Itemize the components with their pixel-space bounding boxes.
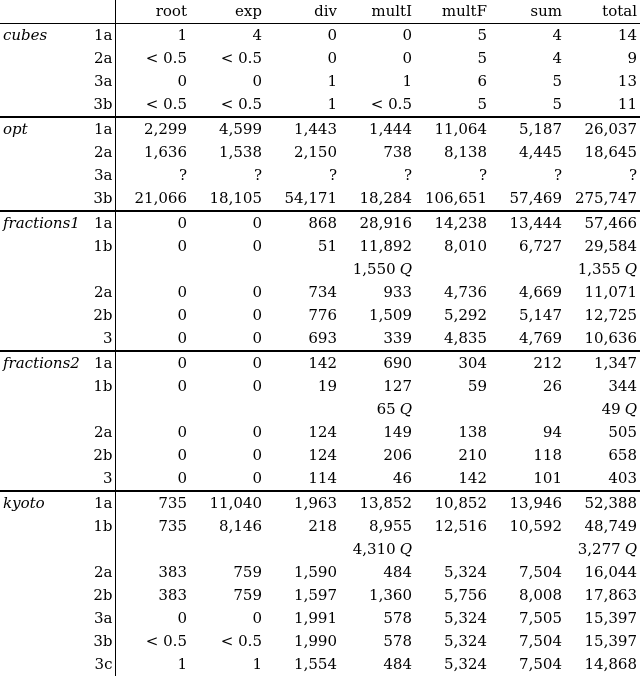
cell-total: 29,584 [584, 237, 637, 255]
table-row [0, 304, 640, 327]
cell-root: 0 [177, 283, 187, 301]
cell-exp: < 0.5 [220, 632, 262, 650]
cell-root: 1 [177, 655, 187, 673]
cell-total: 11,071 [584, 283, 637, 301]
cell-exp: < 0.5 [220, 95, 262, 113]
cell-multI: 1,444 [340, 117, 415, 141]
cell-multI: 933 [383, 283, 412, 301]
cell-total: 505 [608, 423, 637, 441]
cell-total: 17,863 [584, 586, 637, 604]
cell-div: 0 [327, 26, 337, 44]
cell-total: 10,636 [584, 329, 637, 347]
cell-exp: 0 [252, 609, 262, 627]
row-label: 1a [88, 24, 115, 48]
group-name: cubes [3, 26, 48, 44]
cell-sum: 5 [552, 72, 562, 90]
cell-exp: ? [253, 166, 262, 184]
cell-div: 776 [308, 306, 337, 324]
row-label: 1a [88, 211, 115, 235]
table-row [0, 444, 640, 467]
cell-root: 0 [177, 377, 187, 395]
cell-multF: 5,324 [444, 655, 487, 673]
cell-multF: 8,138 [444, 143, 487, 161]
cell-root: 21,066 [134, 189, 187, 207]
cell-root: 0 [115, 211, 190, 235]
cell-exp: 0 [252, 469, 262, 487]
cell-div: 1,963 [265, 491, 340, 515]
row-label: 3b [88, 630, 115, 653]
cell-div: 693 [308, 329, 337, 347]
cell-total: 14,868 [584, 655, 637, 673]
cell-sum: 10,592 [509, 517, 562, 535]
cell-root: 735 [115, 491, 190, 515]
cell-multF: 304 [415, 351, 490, 375]
cell-multF: 10,852 [415, 491, 490, 515]
cell-sum: 5 [552, 95, 562, 113]
cell-exp: 0 [252, 306, 262, 324]
cell-multI: 18,284 [359, 189, 412, 207]
cell-sum: ? [553, 166, 562, 184]
cell-exp: 8,146 [219, 517, 262, 535]
cell-div: 0 [327, 49, 337, 67]
cell-multF: 5 [477, 26, 487, 44]
corner-cell [0, 0, 88, 24]
cell-total: 9 [627, 49, 637, 67]
q-cell-div: 4,310 Q [352, 540, 412, 558]
table-row [0, 653, 640, 676]
cell-sum: 57,469 [509, 189, 562, 207]
table-row [0, 164, 640, 187]
cell-total: 57,466 [565, 211, 640, 235]
cell-multF: 5,324 [444, 632, 487, 650]
q-symbol: Q [399, 260, 412, 278]
cell-div: 2,150 [294, 143, 337, 161]
cell-div: 1,991 [294, 609, 337, 627]
cell-multI: 1,509 [369, 306, 412, 324]
table-row [0, 117, 640, 141]
row-label: 3c [88, 653, 115, 676]
cell-exp: 0 [190, 351, 265, 375]
cell-exp: 759 [233, 586, 262, 604]
col-header-multF: multF [415, 0, 490, 24]
cell-multF: 142 [458, 469, 487, 487]
cell-sum: 6,727 [519, 237, 562, 255]
table-row [0, 141, 640, 164]
cell-root: 1,636 [144, 143, 187, 161]
group-name: kyoto [0, 491, 88, 515]
cell-multF: 5,756 [444, 586, 487, 604]
row-label: 2b [88, 584, 115, 607]
cell-exp: 759 [233, 563, 262, 581]
q-row [0, 398, 640, 421]
cell-multI: 127 [383, 377, 412, 395]
cell-total: 403 [608, 469, 637, 487]
cell-exp: < 0.5 [220, 49, 262, 67]
cell-root: 0 [177, 423, 187, 441]
cell-total: 12,725 [584, 306, 637, 324]
table-row [0, 93, 640, 117]
row-label: 1a [88, 491, 115, 515]
table-row [0, 561, 640, 584]
cell-multF: 138 [458, 423, 487, 441]
cell-exp: 1,538 [219, 143, 262, 161]
cell-root: 735 [158, 517, 187, 535]
row-label: 1b [88, 235, 115, 258]
table-row [0, 584, 640, 607]
cell-sum: 7,505 [519, 609, 562, 627]
cell-multI: 484 [383, 563, 412, 581]
cell-sum: 4,769 [519, 329, 562, 347]
col-header-root: root [115, 0, 190, 24]
cell-root: 0 [177, 609, 187, 627]
cell-multF: 8,010 [444, 237, 487, 255]
q-symbol: Q [624, 260, 637, 278]
cell-multI: 578 [383, 632, 412, 650]
cell-div: 142 [265, 351, 340, 375]
cell-multF: 5,324 [444, 563, 487, 581]
row-label: 1a [88, 351, 115, 375]
cell-root: 0 [177, 469, 187, 487]
cell-multI: 13,852 [340, 491, 415, 515]
cell-total: 13 [617, 72, 637, 90]
cell-multF: ? [478, 166, 487, 184]
q-symbol: Q [624, 540, 637, 558]
q-cell-sum: 1,355 Q [577, 260, 637, 278]
row-label: 2a [88, 281, 115, 304]
cell-multF: 6 [477, 72, 487, 90]
row-label: 1b [88, 375, 115, 398]
group-name: fractions1 [0, 211, 88, 235]
cell-div: 1 [327, 72, 337, 90]
cell-div: 868 [265, 211, 340, 235]
cell-sum: 7,504 [519, 563, 562, 581]
cell-exp: 0 [252, 377, 262, 395]
cell-multF: 12,516 [434, 517, 487, 535]
row-label: 2a [88, 561, 115, 584]
q-row [0, 538, 640, 561]
cell-div: 1,554 [294, 655, 337, 673]
cell-multF: 5,292 [444, 306, 487, 324]
cell-multI: 11,892 [359, 237, 412, 255]
cell-div: 124 [308, 423, 337, 441]
cell-multF: 4,736 [444, 283, 487, 301]
cell-sum: 4 [552, 26, 562, 44]
cell-total: 15,397 [584, 609, 637, 627]
group-name: fractions2 [0, 351, 88, 375]
cell-multF: 14,238 [415, 211, 490, 235]
cell-root: 1 [177, 26, 187, 44]
q-cell-sum: 49 Q [601, 400, 637, 418]
cell-exp: 11,040 [190, 491, 265, 515]
cell-multI: 339 [383, 329, 412, 347]
cell-multI: < 0.5 [370, 95, 412, 113]
cell-sum: 7,504 [519, 632, 562, 650]
q-symbol: Q [399, 540, 412, 558]
cell-multF: 5,324 [444, 609, 487, 627]
cell-exp: 4 [252, 26, 262, 44]
cell-sum: 94 [542, 423, 562, 441]
cell-sum: 101 [533, 469, 562, 487]
cell-multI: ? [403, 166, 412, 184]
cell-exp: 4,599 [190, 117, 265, 141]
cell-exp: 0 [252, 72, 262, 90]
cell-total: 15,397 [584, 632, 637, 650]
q-cell-sum: 3,277 Q [577, 540, 637, 558]
cell-total: 11 [617, 95, 637, 113]
cell-sum: 4,669 [519, 283, 562, 301]
cell-multF: 5 [477, 95, 487, 113]
cell-exp: 0 [252, 283, 262, 301]
cell-multI: 484 [383, 655, 412, 673]
row-label: 2a [88, 421, 115, 444]
cell-sum: 13,444 [490, 211, 565, 235]
cell-total: 1,347 [565, 351, 640, 375]
row-label: 2b [88, 304, 115, 327]
cell-exp: 18,105 [209, 189, 262, 207]
row-label: 3a [88, 607, 115, 630]
cell-root: ? [178, 166, 187, 184]
cell-total: 48,749 [584, 517, 637, 535]
cell-div: 114 [308, 469, 337, 487]
cell-root: 0 [177, 329, 187, 347]
cell-root: < 0.5 [145, 632, 187, 650]
cell-multF: 59 [467, 377, 487, 395]
cell-multI: 1 [402, 72, 412, 90]
cell-multI: 1,360 [369, 586, 412, 604]
cell-div: 124 [308, 446, 337, 464]
q-cell-div: 65 Q [376, 400, 412, 418]
cell-div: ? [328, 166, 337, 184]
cell-multI: 0 [402, 49, 412, 67]
cell-div: 734 [308, 283, 337, 301]
group-name: opt [0, 117, 88, 141]
corner-cell [88, 0, 115, 24]
q-row [0, 258, 640, 281]
table-row [0, 47, 640, 70]
cell-total: 658 [608, 446, 637, 464]
cell-multF: 4,835 [444, 329, 487, 347]
table-row [0, 211, 640, 235]
cell-root: 0 [177, 72, 187, 90]
row-label: 3b [88, 187, 115, 211]
cell-div: 1 [327, 95, 337, 113]
cell-sum: 5,187 [490, 117, 565, 141]
row-label: 3a [88, 70, 115, 93]
row-label: 3 [88, 327, 115, 351]
cell-exp: 0 [252, 423, 262, 441]
header-row [0, 0, 640, 24]
col-header-total: total [565, 0, 640, 24]
row-label: 1a [88, 117, 115, 141]
cell-sum: 26 [542, 377, 562, 395]
cell-root: 0 [177, 237, 187, 255]
q-cell-div: 1,550 Q [352, 260, 412, 278]
cell-sum: 118 [533, 446, 562, 464]
cell-multI: 46 [392, 469, 412, 487]
cell-sum: 7,504 [519, 655, 562, 673]
cell-root: 383 [158, 563, 187, 581]
cell-root: < 0.5 [145, 95, 187, 113]
row-label: 3b [88, 93, 115, 117]
cell-multI: 206 [383, 446, 412, 464]
cell-multI: 8,955 [369, 517, 412, 535]
cell-root: 0 [115, 351, 190, 375]
cell-multI: 0 [402, 26, 412, 44]
cell-multI: 690 [340, 351, 415, 375]
cell-multI: 149 [383, 423, 412, 441]
cell-div: 1,990 [294, 632, 337, 650]
cell-multF: 11,064 [415, 117, 490, 141]
table-row [0, 630, 640, 653]
cell-div: 51 [317, 237, 337, 255]
table-row [0, 327, 640, 351]
cell-root: 0 [177, 446, 187, 464]
cell-multI: 28,916 [340, 211, 415, 235]
cell-total: 26,037 [565, 117, 640, 141]
cell-exp: 1 [252, 655, 262, 673]
cell-div: 19 [317, 377, 337, 395]
cell-total: 344 [608, 377, 637, 395]
cell-sum: 212 [490, 351, 565, 375]
cell-multF: 5 [477, 49, 487, 67]
cell-div: 1,590 [294, 563, 337, 581]
table-row [0, 235, 640, 258]
cell-multF: 210 [458, 446, 487, 464]
col-header-multI: multI [340, 0, 415, 24]
cell-total: 18,645 [584, 143, 637, 161]
cell-total: 14 [617, 26, 637, 44]
table-row [0, 375, 640, 398]
row-label: 3 [88, 467, 115, 491]
table-row [0, 491, 640, 515]
cell-multI: 738 [383, 143, 412, 161]
q-symbol: Q [624, 400, 637, 418]
table-row [0, 24, 640, 48]
table-row [0, 70, 640, 93]
table-row [0, 515, 640, 538]
q-symbol: Q [399, 400, 412, 418]
cell-sum: 13,946 [490, 491, 565, 515]
row-label: 2b [88, 444, 115, 467]
cell-root: 0 [177, 306, 187, 324]
cell-root: 383 [158, 586, 187, 604]
cell-multF: 106,651 [424, 189, 487, 207]
table-row [0, 187, 640, 211]
row-label: 3a [88, 164, 115, 187]
cell-root: < 0.5 [145, 49, 187, 67]
cell-total: ? [628, 166, 637, 184]
cell-total: 16,044 [584, 563, 637, 581]
table-row [0, 351, 640, 375]
cell-exp: 0 [252, 237, 262, 255]
cell-multI: 578 [383, 609, 412, 627]
cell-div: 1,597 [294, 586, 337, 604]
cell-div: 1,443 [265, 117, 340, 141]
col-header-sum: sum [490, 0, 565, 24]
col-header-div: div [265, 0, 340, 24]
cell-exp: 0 [252, 446, 262, 464]
cell-sum: 5,147 [519, 306, 562, 324]
cell-root: 2,299 [115, 117, 190, 141]
table-row [0, 607, 640, 630]
cell-div: 218 [308, 517, 337, 535]
table-row [0, 281, 640, 304]
cell-total: 275,747 [574, 189, 637, 207]
table-row [0, 467, 640, 491]
row-label: 2a [88, 141, 115, 164]
table-row [0, 421, 640, 444]
cell-sum: 4,445 [519, 143, 562, 161]
row-label: 2a [88, 47, 115, 70]
row-label: 1b [88, 515, 115, 538]
cell-div: 54,171 [284, 189, 337, 207]
cell-exp: 0 [252, 329, 262, 347]
cell-sum: 8,008 [519, 586, 562, 604]
col-header-exp: exp [190, 0, 265, 24]
cell-total: 52,388 [565, 491, 640, 515]
cell-exp: 0 [190, 211, 265, 235]
cell-sum: 4 [552, 49, 562, 67]
